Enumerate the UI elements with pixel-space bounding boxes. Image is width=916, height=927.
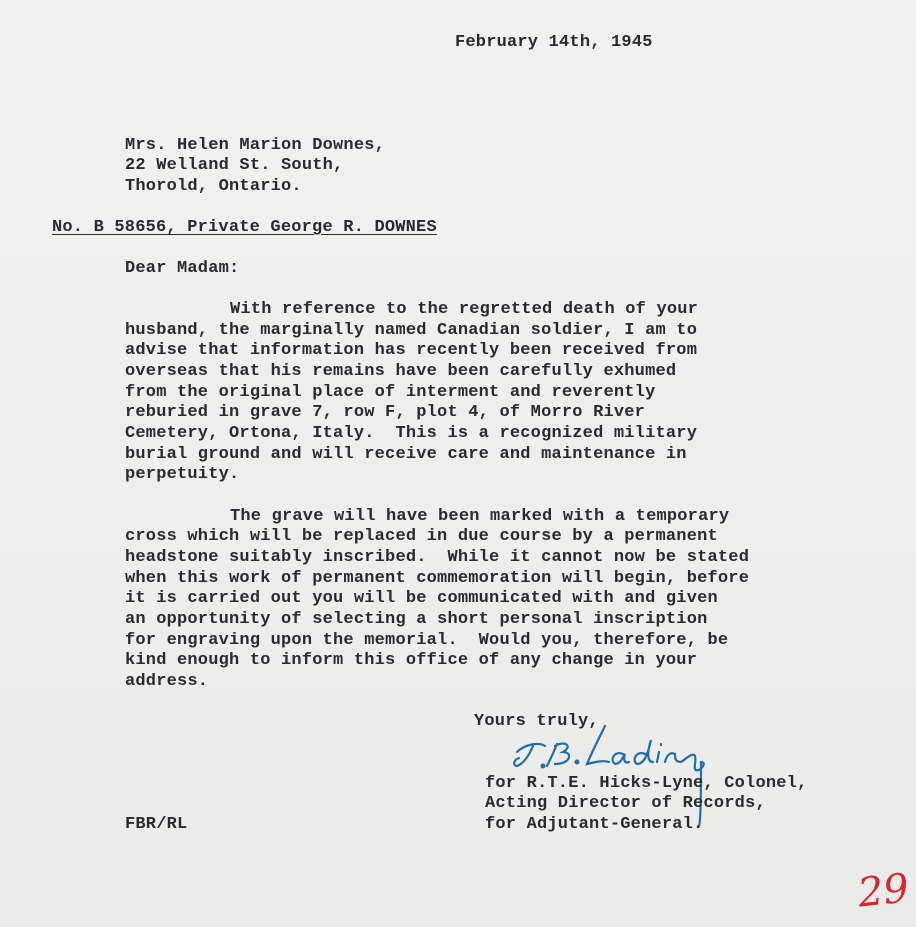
paragraph1-line: from the original place of interment and reverently [125, 383, 656, 402]
paragraph1-line: overseas that his remains have been carefully exhumed [125, 362, 677, 381]
paragraph2-line: The grave will have been marked with a temporary [230, 507, 730, 526]
paragraph2-line: headstone suitably inscribed. While it cannot now be stated [125, 548, 750, 567]
signature-block-line: Acting Director of Records, [485, 794, 766, 813]
recipient-city: Thorold, Ontario. [125, 177, 302, 196]
paragraph1-line: reburied in grave 7, row F, plot 4, of Morro River [125, 403, 646, 422]
letter-date: February 14th, 1945 [455, 33, 653, 52]
subject-line: No. B 58656, Private George R. DOWNES [52, 218, 437, 237]
paragraph2-line: when this work of permanent commemoration will begin, before [125, 569, 750, 588]
signature-block-line: for R.T.E. Hicks-Lyne, Colonel, [485, 774, 808, 793]
recipient-street: 22 Welland St. South, [125, 156, 344, 175]
reference-initials: FBR/RL [125, 815, 188, 834]
paragraph2-line: an opportunity of selecting a short personal inscription [125, 610, 708, 629]
paragraph1-line: advise that information has recently been received from [125, 341, 698, 360]
salutation: Dear Madam: [125, 259, 240, 278]
paragraph1-line: With reference to the regretted death of your [230, 300, 699, 319]
paragraph2-line: kind enough to inform this office of any change in your [125, 651, 698, 670]
signature-block-line: for Adjutant-General. [485, 815, 704, 834]
paragraph1-line: Cemetery, Ortona, Italy. This is a recognized military [125, 424, 698, 443]
paragraph2-line: it is carried out you will be communicated with and given [125, 589, 718, 608]
paragraph1-line: husband, the marginally named Canadian soldier, I am to [125, 321, 698, 340]
paragraph2-line: for engraving upon the memorial. Would you, therefore, be [125, 631, 729, 650]
paragraph2-line: cross which will be replaced in due course by a permanent [125, 527, 718, 546]
page-number: 29 [855, 865, 912, 917]
recipient-name: Mrs. Helen Marion Downes, [125, 136, 386, 155]
paragraph2-line: address. [125, 672, 209, 691]
paragraph1-line: perpetuity. [125, 465, 240, 484]
closing: Yours truly, [474, 712, 599, 731]
paragraph1-line: burial ground and will receive care and maintenance in [125, 445, 687, 464]
